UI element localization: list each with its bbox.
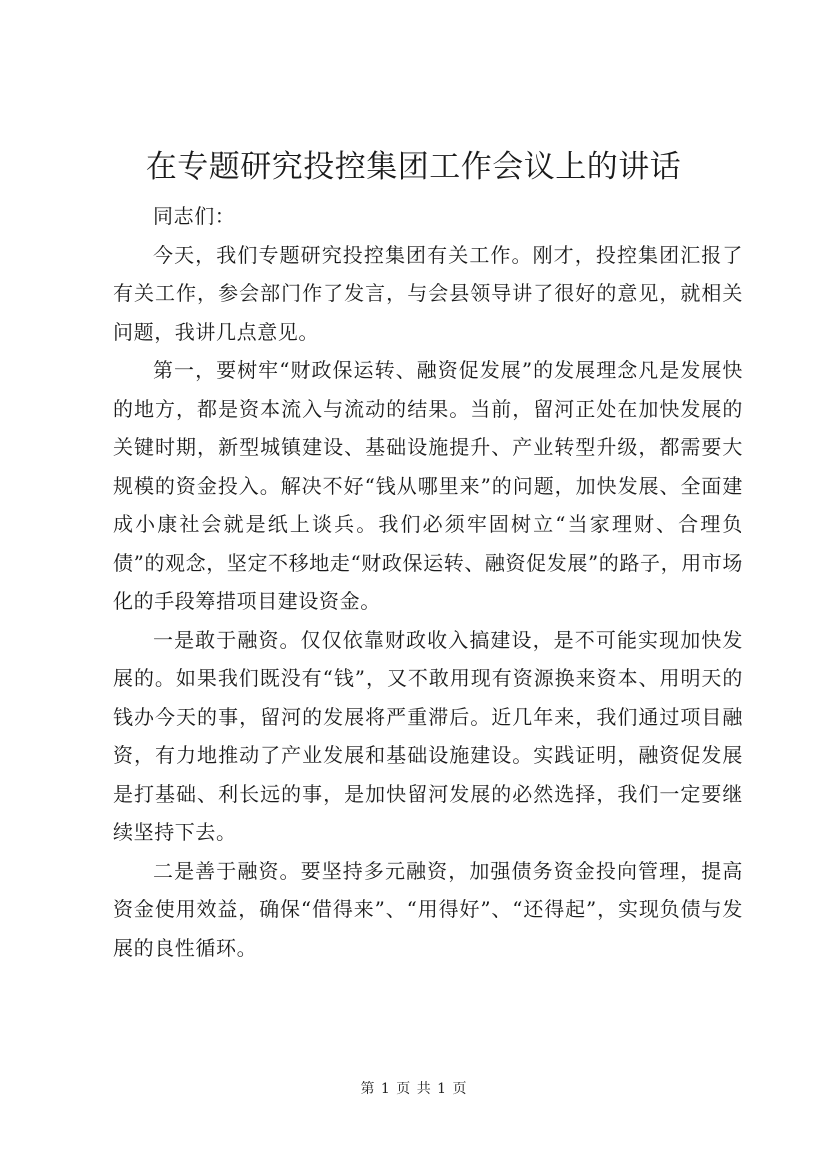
page-footer: 第 1 页 共 1 页 <box>360 1081 467 1097</box>
paragraph-good-at-finance: 二是善于融资。要坚持多元融资，加强债务资金投向管理，提高资金使用效益，确保“借得来”、“用得好”、“还得起”，实现负债与发展的良性循环。 <box>113 858 743 960</box>
document-title: 在专题研究投控集团工作会议上的讲话 <box>145 149 682 185</box>
paragraph-dare-to-finance: 一是敢于融资。仅仅依靠财政收入搞建设，是不可能实现加快发展的。如果我们既没有“钱”，又不敢用现有资源换来资本、用明天的钱办今天的事，留河的发展将严重滞后。近几年来，我们通过项目融资，有力地推动了产业发展和基础设施建设。实践证明，融资促发展是打基础、利长远的事，是加快留河发展的必然选择，我们一定要继续坚持下去。 <box>113 627 743 844</box>
paragraph-first-point: 第一，要树牢“财政保运转、融资促发展”的发展理念凡是发展快的地方，都是资本流入与流动的结果。当前，留河正处在加快发展的关键时期，新型城镇建设、基础设施提升、产业转型升级，都需要大规模的资金投入。解决不好“钱从哪里来”的问题，加快发展、全面建成小康社会就是纸上谈兵。我们必须牢固树立“当家理财、合理负债”的观念，坚定不移地走“财政保运转、融资促发展”的路子，用市场化的手段筹措项目建设资金。 <box>113 358 743 613</box>
salutation: 同志们： <box>153 204 236 228</box>
document-body <box>113 197 743 967</box>
paragraph-intro: 今天，我们专题研究投控集团有关工作。刚才，投控集团汇报了有关工作，参会部门作了发言，与会县领导讲了很好的意见，就相关问题，我讲几点意见。 <box>113 242 743 344</box>
